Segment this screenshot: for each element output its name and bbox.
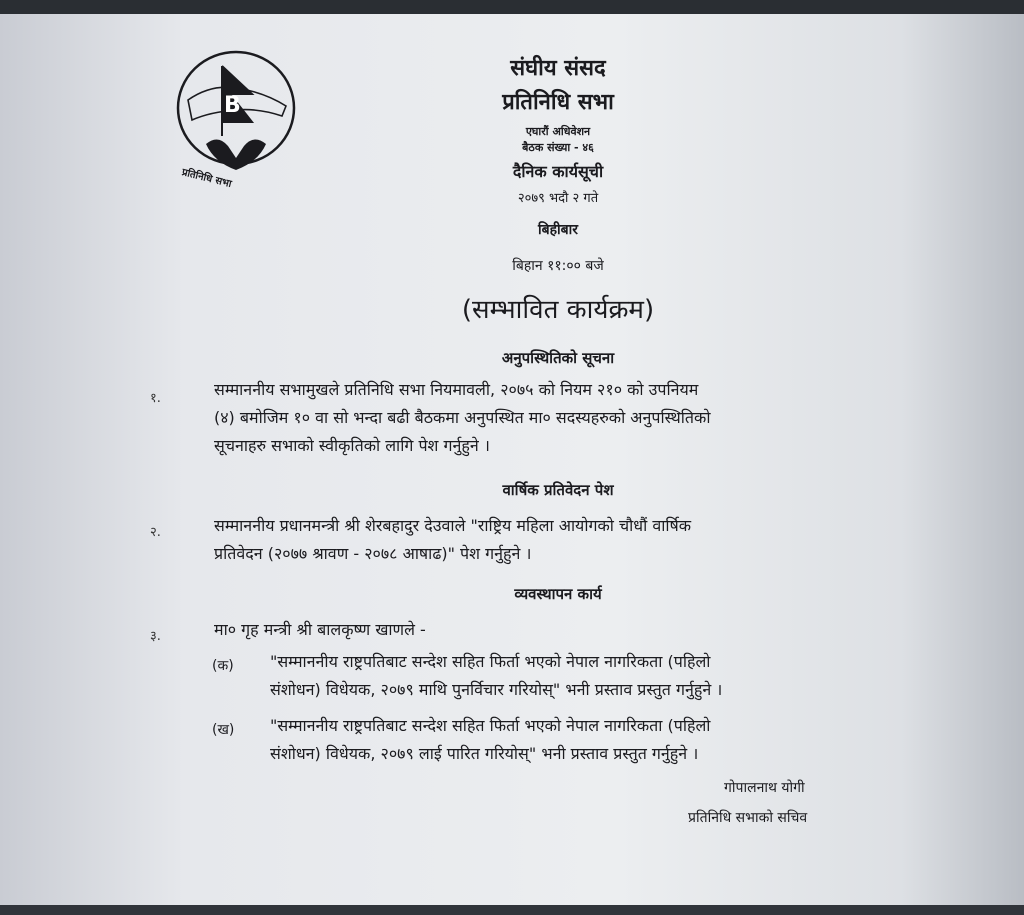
item-1-line-3: सूचनाहरु सभाको स्वीकृतिको लागि पेश गर्नुहुने । — [214, 436, 490, 455]
item-number-3: ३. — [150, 629, 161, 644]
item-3-text: मा० गृह मन्त्री श्री बालकृष्ण खाणले - — [214, 620, 426, 639]
subitem-kha-text — [270, 712, 710, 768]
item-number-1: १. — [150, 391, 161, 406]
agenda-time: बिहान ११:०० बजे — [512, 258, 604, 274]
section-heading-legislative: व्यवस्थापन कार्य — [514, 585, 602, 603]
item-2-line-1: सम्माननीय प्रधानमन्त्री श्री शेरबहादुर देउवाले "राष्ट्रिय महिला आयोगको चौधौं वार्षिक — [214, 516, 692, 535]
svg-text:प्रतिनिधि सभा: प्रतिनिधि सभा — [180, 167, 233, 191]
subitem-ka-line-1: "सम्माननीय राष्ट्रपतिबाट सन्देश सहित फिर्ता भएको नेपाल नागरिकता (पहिलो — [270, 652, 711, 671]
agenda-day: बिहीबार — [537, 222, 579, 238]
subitem-kha-line-2: संशोधन) विधेयक, २०७९ लाई पारित गरियोस्" भनी प्रस्ताव प्रस्तुत गर्नुहुने । — [270, 744, 699, 763]
session-label: एघारौं अधिवेशन — [525, 125, 591, 138]
parliament-emblem-icon — [166, 48, 306, 198]
subitem-ka-text — [270, 648, 722, 704]
item-2-text — [214, 512, 691, 568]
signatory-title: प्रतिनिधि सभाको सचिव — [688, 810, 808, 826]
subitem-label-kha: (ख) — [212, 722, 235, 738]
agenda-document — [18, 14, 1024, 905]
item-2-line-2: प्रतिवेदन (२०७७ श्रावण - २०७८ आषाढ)" पेश गर्नुहुने । — [214, 544, 532, 563]
subitem-kha-line-1: "सम्माननीय राष्ट्रपतिबाट सन्देश सहित फिर्ता भएको नेपाल नागरिकता (पहिलो — [270, 716, 711, 735]
signatory-name: गोपालनाथ योगी — [724, 780, 805, 796]
subitem-label-ka: (क) — [212, 658, 234, 674]
screen-bottom-bezel — [0, 905, 1024, 915]
house-title: प्रतिनिधि सभा — [502, 90, 614, 115]
section-heading-absence: अनुपस्थितिको सूचना — [501, 349, 615, 367]
item-1-line-2: (४) बमोजिम १० वा सो भन्दा बढी बैठकमा अनुपस्थित मा० सदस्यहरुको अनुपस्थितिको — [214, 408, 711, 427]
agenda-date: २०७९ भदौ २ गते — [517, 191, 599, 206]
item-number-2: २. — [150, 525, 161, 540]
meeting-number: बैठक संख्या - ४६ — [522, 141, 594, 154]
item-1-line-1: सम्माननीय सभामुखले प्रतिनिधि सभा नियमावली, २०७५ को नियम २१० को उपनियम — [214, 380, 699, 399]
section-heading-annual-report: वार्षिक प्रतिवेदन पेश — [502, 481, 614, 499]
svg-text:B: B — [224, 93, 241, 118]
program-title: (सम्भावित कार्यक्रम) — [461, 295, 655, 325]
agenda-title: दैनिक कार्यसूची — [512, 162, 604, 181]
screen-top-bezel — [0, 0, 1024, 14]
subitem-ka-line-2: संशोधन) विधेयक, २०७९ माथि पुनर्विचार गरियोस्" भनी प्रस्ताव प्रस्तुत गर्नुहुने । — [270, 680, 723, 699]
org-title: संघीय संसद — [510, 56, 606, 81]
item-1-text — [214, 376, 710, 460]
